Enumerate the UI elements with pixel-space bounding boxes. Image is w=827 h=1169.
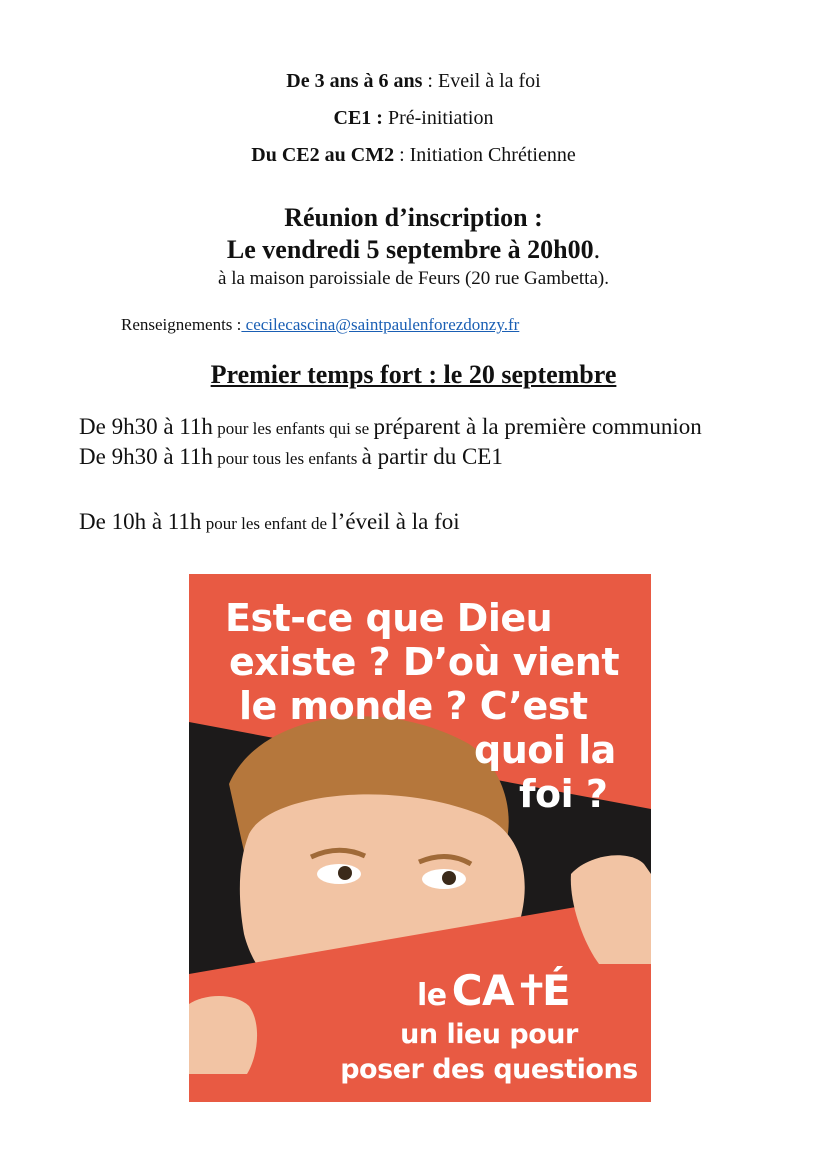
event-row-3-time: De 10h à 11h (79, 509, 202, 534)
poster-question-2: existe ? D’où vient (229, 640, 620, 684)
level-3-desc: Initiation Chrétienne (409, 144, 576, 166)
poster-question-3: le monde ? C’est (239, 684, 588, 728)
event-row-3-desc: l’éveil à la foi (331, 509, 460, 534)
contact-email-link[interactable]: cecilecascina@saintpaulenforezdonzy.fr (241, 315, 520, 334)
poster-brand-ca: CA (451, 966, 515, 1015)
event-row-2-desc: à partir du CE1 (361, 444, 503, 469)
meeting-date (0, 235, 827, 265)
level-3-sep: : (394, 144, 410, 166)
event-row-1-time: De 9h30 à 11h (79, 414, 213, 439)
event-row-2-time: De 9h30 à 11h (79, 444, 213, 469)
poster-brand-e: É (542, 966, 571, 1015)
event-row-1 (79, 414, 702, 440)
poster-question-1: Est-ce que Dieu (225, 596, 553, 640)
meeting-place: à la maison paroissiale de Feurs (20 rue Gambetta). (218, 268, 609, 289)
poster-brand-prefix: le (417, 978, 447, 1013)
poster-question-5: foi ? (519, 772, 608, 816)
child-pupil-right (442, 871, 456, 885)
event-row-1-audience: pour les enfants qui se (212, 419, 374, 438)
meeting-date-tail: . (593, 235, 601, 264)
poster-question-4: quoi la (474, 728, 616, 772)
level-line-2 (0, 107, 827, 130)
event-row-1-desc: préparent à la première communion (373, 414, 702, 439)
poster-brand (417, 966, 570, 1015)
event-title: Premier temps fort : le 20 septembre (210, 360, 617, 389)
event-row-2-audience: pour tous les enfants (212, 449, 362, 468)
meeting-date-text: Le vendredi 5 septembre à 20h00 (226, 235, 594, 264)
level-1-desc: Eveil à la foi (437, 70, 541, 92)
meeting-title: Réunion d’inscription : (284, 203, 543, 232)
poster-tagline-1: un lieu pour (400, 1019, 578, 1050)
level-1-name: De 3 ans à 6 ans (286, 70, 423, 92)
event-row-2 (79, 444, 503, 470)
poster-tagline-2: poser des questions (340, 1054, 638, 1085)
contact-label: Renseignements : (121, 315, 242, 334)
event-row-3 (79, 509, 460, 535)
level-3-name: Du CE2 au CM2 (251, 144, 395, 166)
level-line-1 (0, 70, 827, 93)
level-2-name: CE1 : (333, 107, 383, 129)
level-1-sep: : (422, 70, 438, 92)
child-pupil-left (338, 866, 352, 880)
level-line-3 (0, 144, 827, 167)
contact-line (121, 315, 519, 335)
cate-poster (189, 574, 651, 1102)
level-2-desc: Pré-initiation (387, 107, 494, 129)
poster-brand-cross-icon: ✝ (514, 966, 549, 1015)
hand-left (189, 996, 257, 1074)
event-row-3-audience: pour les enfant de (201, 514, 332, 533)
